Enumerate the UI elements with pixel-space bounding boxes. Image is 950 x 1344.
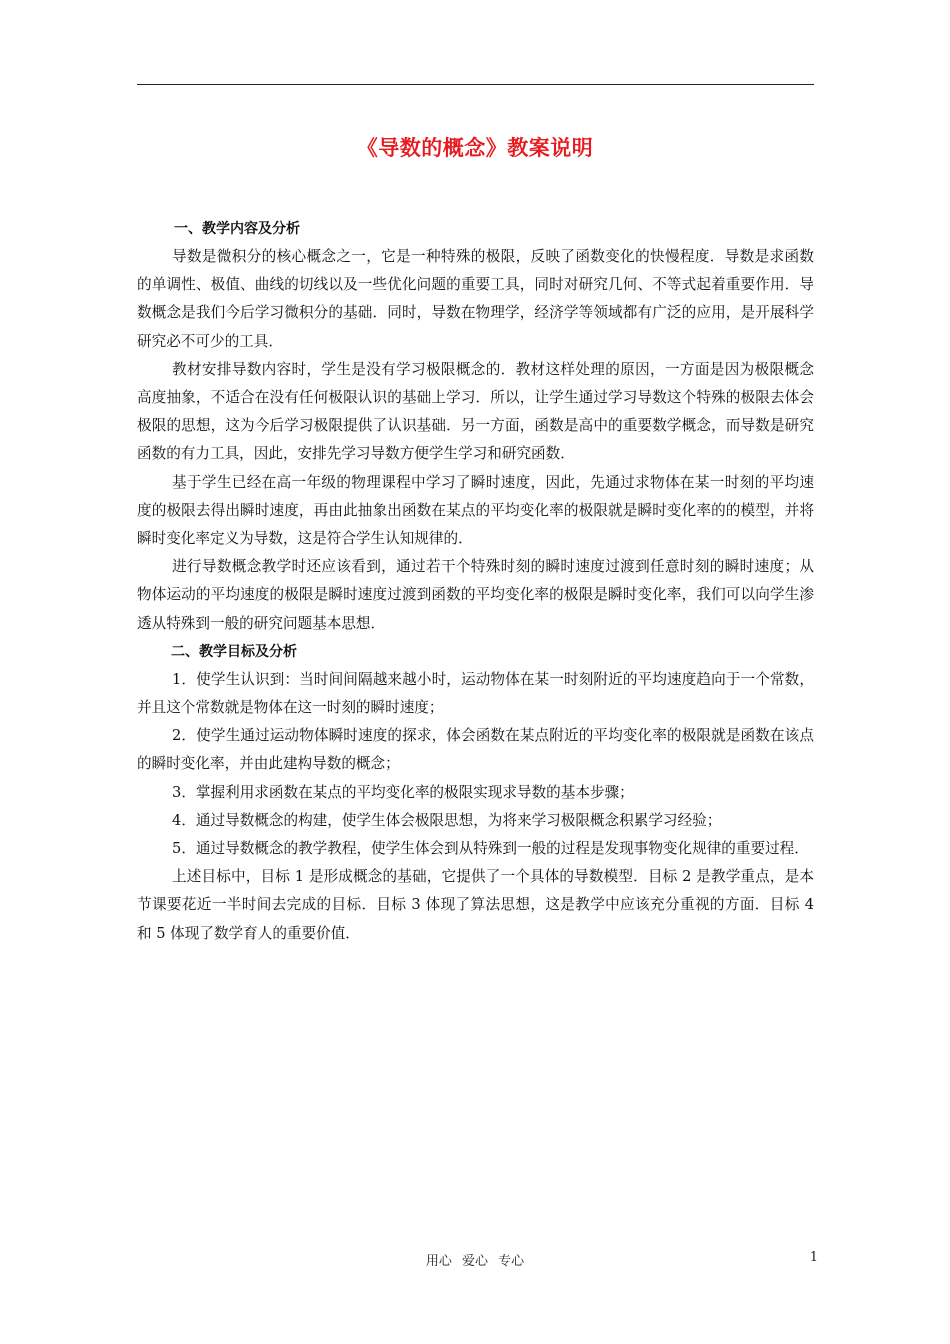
document-body [137,215,814,948]
section-teaching-content [137,215,814,638]
paragraph: 基于学生已经在高一年级的物理课程中学习了瞬时速度，因此，先通过求物体在某一时刻的平均速度的极限去得出瞬时速度，再由此抽象出函数在某点的平均变化率的极限就是瞬时变化率的的模型，并将瞬时变化率定义为导数，这是符合学生认知规律的． [137,473,814,548]
list-item: 2．使学生通过运动物体瞬时速度的探求，体会函数在某点附近的平均变化率的极限就是函数在该点的瞬时变化率，并由此建构导数的概念； [137,727,814,773]
paragraph: 上述目标中，目标 1 是形成概念的基础，它提供了一个具体的导数模型．目标 2 是教学重点，是本节课要花近一半时间去完成的目标．目标 3 体现了算法思想，这是教学中应该充分重视的方面．目标 4 和 5 体现了数学育人的重要价值． [137,868,814,942]
page-number: 1 [809,1250,818,1265]
section-heading: 二、教学目标及分析 [171,643,297,660]
list-item: 1．使学生认识到：当时间间隔越来越小时，运动物体在某一时刻附近的平均速度趋向于一个常数，并且这个常数就是物体在这一时刻的瞬时速度； [137,670,814,717]
paragraph: 进行导数概念教学时还应该看到，通过若干个特殊时刻的瞬时速度过渡到任意时刻的瞬时速度；从物体运动的平均速度的极限是瞬时速度过渡到函数的平均变化率的极限是瞬时变化率，我们可以向学生渗透从特殊到一般的研究问题基本思想． [137,558,814,632]
list-item: 3．掌握利用求函数在某点的平均变化率的极限实现求导数的基本步骤； [172,783,634,801]
document-title: 《导数的概念》教案说明 [356,136,594,160]
footer-motto: 用心 爱心 专心 [425,1254,525,1269]
paragraph: 导数是微积分的核心概念之一，它是一种特殊的极限，反映了函数变化的快慢程度．导数是求函数的单调性、极值、曲线的切线以及一些优化问题的重要工具，同时对研究几何、不等式起着重要作用．导数概念是我们今后学习微积分的基础．同时，导数在物理学，经济学等领域都有广泛的应用，是开展科学研究必不可少的工具． [137,248,814,350]
header-rule [137,84,814,85]
list-item: 4．通过导数概念的构建，使学生体会极限思想，为将来学习极限概念积累学习经验； [172,811,722,829]
paragraph: 教材安排导数内容时，学生是没有学习极限概念的．教材这样处理的原因，一方面是因为极限概念高度抽象，不适合在没有任何极限认识的基础上学习．所以，让学生通过学习导数这个特殊的极限去体会极限的思想，这为今后学习极限提供了认识基础．另一方面，函数是高中的重要数学概念，而导数是研究函数的有力工具，因此，安排先学习导数方便学生学习和研究函数． [137,360,814,463]
list-item: 5．通过导数概念的教学教程，使学生体会到从特殊到一般的过程是发现事物变化规律的重要过程． [172,840,809,858]
section-heading: 一、教学内容及分析 [174,221,300,237]
section-teaching-goals [137,638,814,948]
